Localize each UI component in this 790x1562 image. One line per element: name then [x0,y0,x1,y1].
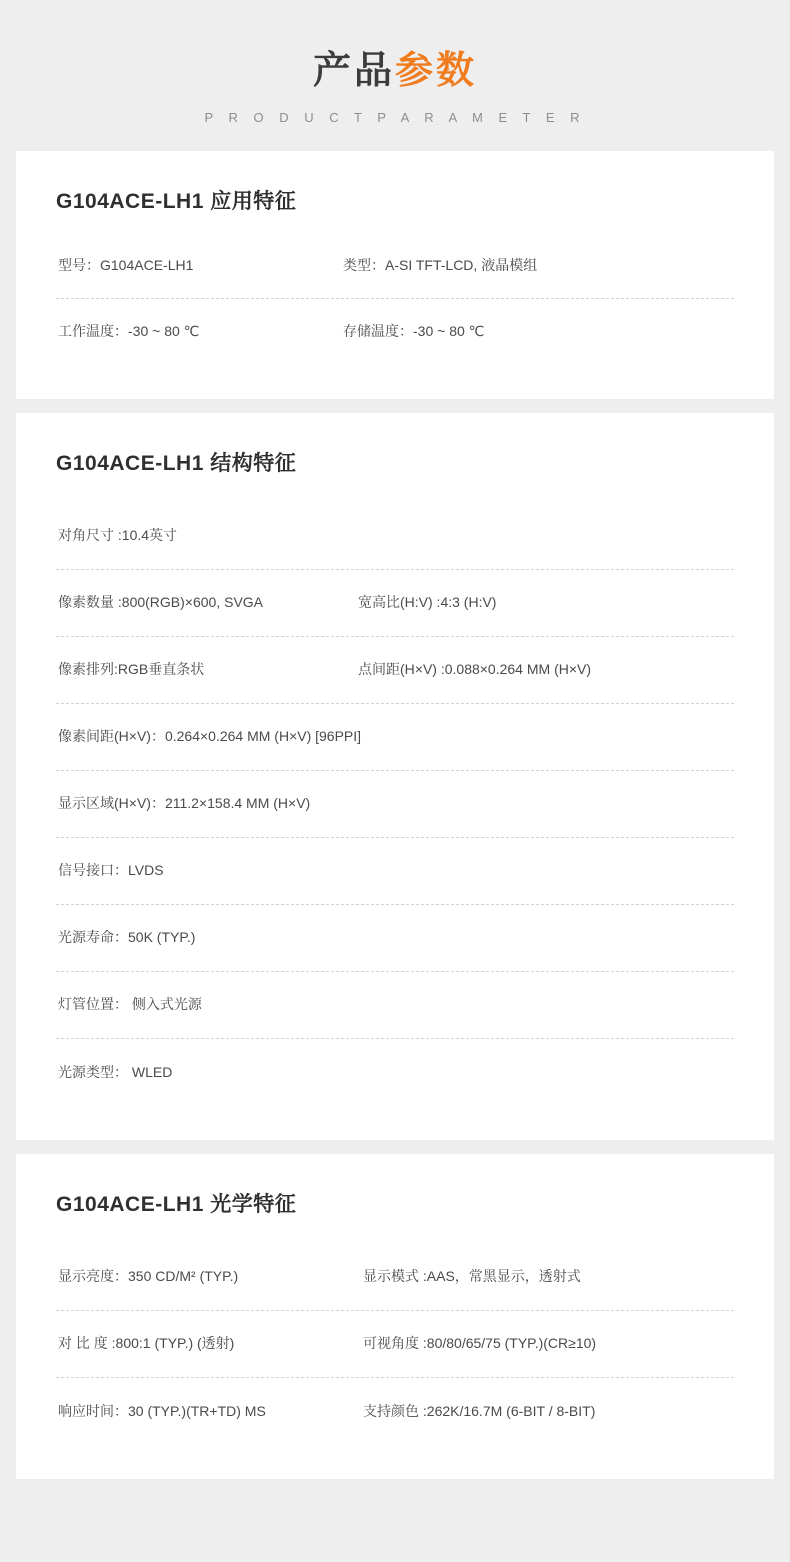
section-optical-title: G104ACE-LH1 光学特征 [56,1192,297,1216]
spec-cell-response-time: 响应时间：30 (TYP.)(TR+TD) MS [58,1402,266,1419]
page-subtitle: P R O D U C T P A R A M E T E R [204,109,586,125]
table-row [56,704,734,771]
table-row [56,570,734,637]
section-application-title: G104ACE-LH1 应用特征 [56,189,297,213]
table-row [56,503,734,570]
spec-cell-lamp-position: 灯管位置： 侧入式光源 [58,996,202,1013]
table-row [56,771,734,838]
section-optical-rows [56,1244,734,1445]
spec-cell-brightness: 显示亮度：350 CD/M² (TYP.) [58,1268,239,1285]
spec-cell-signal-interface: 信号接口：LVDS [58,862,164,879]
spec-cell-pixel-arrangement: 像素排列:RGB垂直条状 [58,661,205,678]
section-application [16,151,774,399]
table-row [56,905,734,972]
page-bottom-spacer [0,1493,790,1533]
spec-cell-storage-temp: 存储温度：-30 ~ 80 ℃ [343,323,485,340]
table-row [56,1039,734,1106]
page-title-main: 产品 [312,50,395,92]
spec-cell-pixel-pitch: 像素间距(H×V)：0.264×0.264 MM (H×V) [96PPI] [58,728,362,745]
table-row [56,1378,734,1445]
page-header [0,0,790,151]
spec-cell-model: 型号：G104ACE-LH1 [58,256,194,273]
section-structure-title: G104ACE-LH1 结构特征 [56,451,297,475]
table-row [56,1311,734,1378]
spec-cell-aspect-ratio: 宽高比(H:V) :4:3 (H:V) [358,594,497,611]
section-application-rows [56,233,734,365]
section-optical [16,1154,774,1479]
spec-cell-dot-pitch: 点间距(H×V) :0.088×0.264 MM (H×V) [358,661,592,678]
table-row [56,972,734,1039]
page-title-accent: 参数 [395,50,478,92]
spec-cell-contrast-ratio: 对 比 度 :800:1 (TYP.) (透射) [58,1335,235,1352]
spec-cell-operating-temp: 工作温度：-30 ~ 80 ℃ [58,323,200,340]
spec-cell-diagonal-size: 对角尺寸 :10.4英寸 [58,527,178,544]
spec-cell-resolution: 像素数量 :800(RGB)×600, SVGA [58,594,264,611]
spec-cell-active-area: 显示区域(H×V)：211.2×158.4 MM (H×V) [58,795,311,812]
table-row [56,637,734,704]
spec-cell-backlight-type: 光源类型： WLED [58,1063,173,1080]
section-structure-rows [56,503,734,1106]
table-row [56,1244,734,1311]
table-row [56,838,734,905]
spec-cell-backlight-life: 光源寿命：50K (TYP.) [58,929,196,946]
table-row [56,299,734,365]
table-row [56,233,734,299]
spec-cell-display-mode: 显示模式 :AAS，常黑显示，透射式 [363,1268,581,1285]
spec-cell-type: 类型：A-SI TFT-LCD, 液晶模组 [343,256,538,273]
spec-cell-viewing-angle: 可视角度 :80/80/65/75 (TYP.)(CR≥10) [363,1335,597,1352]
section-structure [16,413,774,1140]
spec-cell-color-support: 支持颜色 :262K/16.7M (6-BIT / 8-BIT) [363,1402,596,1419]
page-title [0,48,790,96]
